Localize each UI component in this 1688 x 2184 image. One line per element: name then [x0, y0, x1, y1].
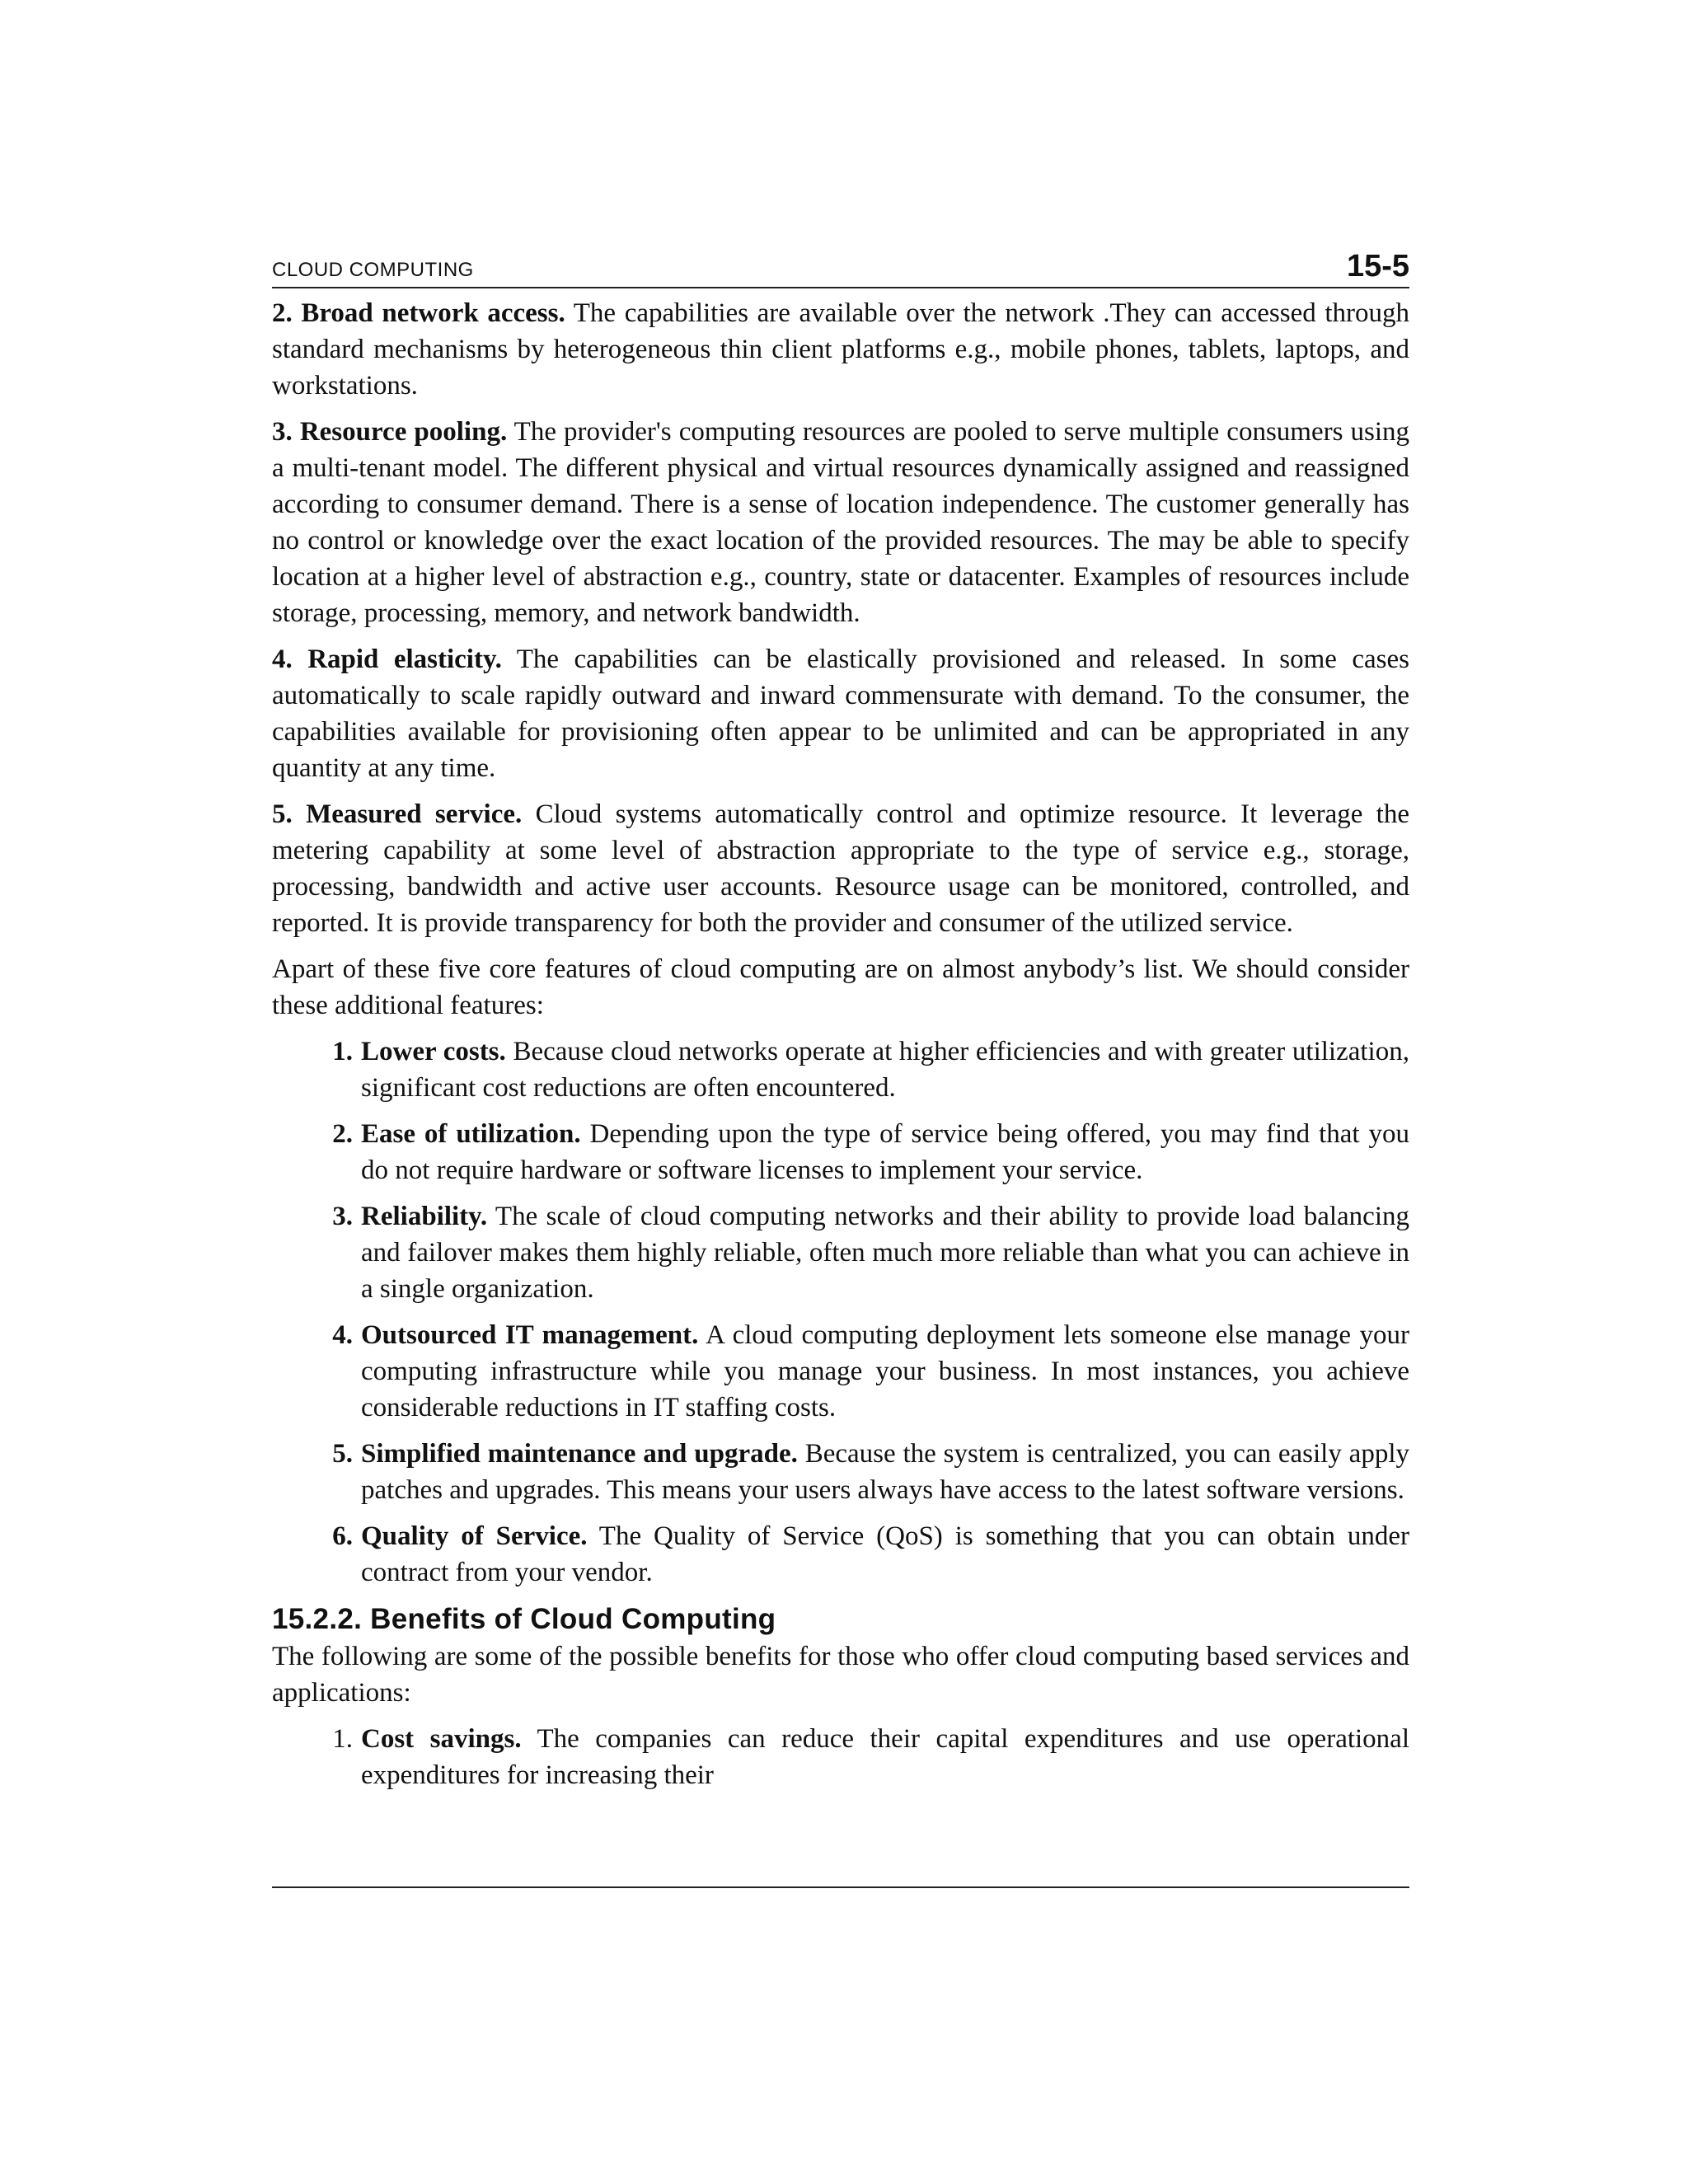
list-item-lead: Reliability. [361, 1202, 488, 1231]
paragraph-lead: 4. Rapid elasticity. [272, 644, 502, 674]
list-number: 2. [332, 1119, 353, 1149]
feature-paragraph-measured-service [272, 796, 1409, 941]
list-item-body [353, 1198, 1409, 1307]
list-item [272, 1033, 1409, 1106]
page-number: 15-5 [1346, 249, 1409, 284]
list-item-text: Because the system is centralized, you can easily apply patches and upgrades. This means your users always have access to the latest software versions. [361, 1439, 1409, 1505]
list-item-text: The companies can reduce their capital expenditures and use operational expenditures for increasing their [361, 1724, 1409, 1790]
list-item-body [353, 1116, 1409, 1188]
list-item-text: Because cloud networks operate at higher efficiencies and with greater utilization, significant cost reductions are often encountered. [361, 1037, 1409, 1103]
list-item [272, 1116, 1409, 1188]
list-item-lead: Simplified maintenance and upgrade. [361, 1439, 798, 1469]
list-item [272, 1317, 1409, 1426]
paragraph-text: The provider's computing resources are pooled to serve multiple consumers using a multi-tenant model. The different physical and virtual resources dynamically assigned and reassigned according to consumer demand. There is a sense of location independence. The customer generally has no control or knowledge over the exact location of the provided resources. The may be able to specify location at a higher level of abstraction e.g., country, state or datacenter. Examples of resources include storage, processing, memory, and network bandwidth. [272, 417, 1410, 628]
list-item-text: Depending upon the type of service being offered, you may find that you do not require hardware or software licenses to implement your service. [361, 1119, 1409, 1185]
list-item-body [353, 1721, 1409, 1793]
document-page [272, 239, 1409, 1803]
list-item-lead: Cost savings. [361, 1724, 522, 1754]
additional-features-intro: Apart of these five core features of cloud computing are on almost anybody’s list. We should consider these additional features: [272, 954, 1409, 1020]
list-item-lead: Outsourced IT management. [361, 1320, 699, 1350]
benefits-list [272, 1721, 1409, 1793]
list-item-text: A cloud computing deployment lets someone else manage your computing infrastructure while you manage your business. In most instances, you achieve considerable reductions in IT staffing costs. [361, 1320, 1409, 1422]
section-intro: The following are some of the possible benefits for those who offer cloud computing based services and applications: [272, 1642, 1409, 1708]
paragraph-lead: 2. Broad network access. [272, 298, 565, 328]
list-item [272, 1518, 1409, 1591]
paragraph-lead: 3. Resource pooling. [272, 417, 508, 447]
feature-paragraph-rapid-elasticity [272, 641, 1409, 786]
list-item-lead: Quality of Service. [361, 1521, 588, 1551]
list-item [272, 1436, 1409, 1508]
list-item-body [353, 1436, 1409, 1508]
list-number: 5. [332, 1439, 353, 1469]
list-item-lead: Ease of utilization. [361, 1119, 581, 1149]
running-title: CLOUD COMPUTING [272, 259, 474, 281]
list-item-body [353, 1518, 1409, 1591]
section-heading: 15.2.2. Benefits of Cloud Computing [272, 1603, 776, 1635]
list-number: 3. [332, 1202, 353, 1231]
list-item-body [353, 1033, 1409, 1106]
list-number: 1. [332, 1724, 353, 1754]
list-item [272, 1721, 1409, 1793]
running-header [272, 239, 1409, 288]
feature-paragraph-broad-network-access [272, 295, 1409, 404]
list-number: 1. [332, 1037, 353, 1066]
body-text [272, 295, 1409, 1793]
list-item-lead: Lower costs. [361, 1037, 506, 1066]
list-item-text: The scale of cloud computing networks and their ability to provide load balancing and failover makes them highly reliable, often much more reliable than what you can achieve in a single organization. [361, 1202, 1409, 1304]
list-item-body [353, 1317, 1409, 1426]
list-number: 6. [332, 1521, 353, 1551]
paragraph-text: Cloud systems automatically control and optimize resource. It leverage the metering capability at some level of abstraction appropriate to the type of service e.g., storage, processing, bandwidth and active user accounts. Resource usage can be monitored, controlled, and reported. It is provide transparency for both the provider and consumer of the utilized service. [272, 799, 1409, 938]
list-item [272, 1198, 1409, 1307]
paragraph-lead: 5. Measured service. [272, 799, 523, 829]
paragraph-text: The capabilities can be elastically provisioned and released. In some cases automatically to scale rapidly outward and inward commensurate with demand. To the consumer, the capabilities available for provisioning often appear to be unlimited and can be appropriated in any quantity at any time. [272, 644, 1409, 783]
footer-rule [272, 1886, 1409, 1888]
feature-paragraph-resource-pooling [272, 414, 1409, 631]
list-item-text: The Quality of Service (QoS) is something that you can obtain under contract from your vendor. [361, 1521, 1409, 1587]
additional-features-list [272, 1033, 1409, 1591]
list-number: 4. [332, 1320, 353, 1350]
paragraph-text: The capabilities are available over the network .They can accessed through standard mechanisms by heterogeneous thin client platforms e.g., mobile phones, tablets, laptops, and workstations. [272, 298, 1409, 401]
